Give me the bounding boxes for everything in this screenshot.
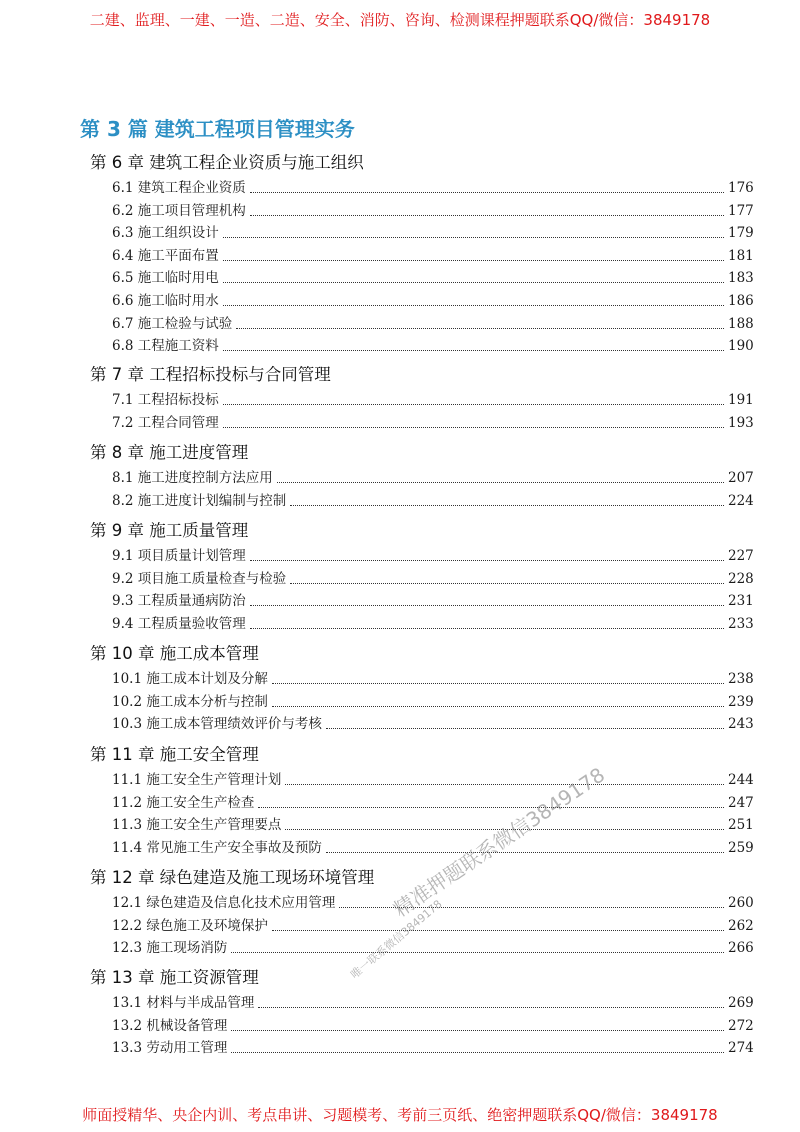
dotted-leader (231, 1052, 724, 1053)
chapter-title: 第 11 章 施工安全管理 (90, 745, 259, 764)
toc-entry-page: 238 (728, 671, 754, 687)
dotted-leader (290, 583, 724, 584)
toc-entry-label: 9.4 工程质量验收管理 (112, 615, 246, 632)
dotted-leader (258, 807, 724, 808)
toc-entry-page: 207 (728, 470, 754, 486)
chapter-title: 第 9 章 施工质量管理 (90, 521, 249, 540)
toc-entry-label: 10.3 施工成本管理绩效评价与考核 (112, 716, 322, 733)
dotted-leader (250, 605, 724, 606)
toc-entry[interactable] (112, 332, 752, 354)
toc-entry[interactable] (112, 789, 752, 811)
dotted-leader (231, 952, 724, 953)
toc-entry-label: 7.1 工程招标投标 (112, 392, 219, 408)
dotted-leader (223, 305, 724, 306)
toc-entry-page: 259 (728, 839, 754, 856)
dotted-leader (290, 505, 724, 506)
chapter-title: 第 10 章 施工成本管理 (90, 644, 259, 663)
toc-entry-page: 262 (728, 917, 754, 934)
toc-entry-label: 11.4 常见施工生产安全事故及预防 (112, 839, 322, 856)
toc-entry-page: 247 (728, 794, 754, 811)
toc-entry-label: 6.7 施工检验与试验 (112, 315, 233, 332)
toc-entry-label: 6.2 施工项目管理机构 (112, 202, 246, 219)
toc-entry-label: 6.5 施工临时用电 (112, 270, 219, 287)
toc-entry[interactable] (112, 386, 752, 408)
toc-entry-page: 239 (728, 693, 754, 710)
dotted-leader (236, 328, 724, 329)
dotted-leader (223, 427, 724, 428)
toc-entry-page: 260 (728, 895, 754, 911)
toc-entry-page: 176 (728, 180, 754, 196)
watermark: 精准押题联系微信3849178 (389, 762, 610, 922)
toc-entry-label: 13.1 材料与半成品管理 (112, 995, 255, 1011)
toc-entry-page: 272 (728, 1017, 754, 1034)
toc-entry-page: 231 (728, 593, 754, 610)
toc-entry-label: 9.1 项目质量计划管理 (112, 548, 246, 564)
dotted-leader (326, 728, 724, 729)
dotted-leader (272, 706, 724, 707)
toc-entry[interactable] (112, 242, 752, 264)
toc-entry-page: 186 (728, 293, 754, 309)
toc-entry-page: 191 (728, 392, 754, 408)
toc-entry[interactable] (112, 542, 752, 564)
toc-entry-page: 190 (728, 338, 754, 355)
toc-entry-page: 251 (728, 817, 754, 834)
toc-entry-page: 243 (728, 716, 754, 733)
header-banner: 二建、监理、一建、一造、二造、安全、消防、咨询、检测课程押题联系QQ/微信：3849178 (89, 11, 711, 29)
toc-entry[interactable] (112, 610, 752, 632)
toc-entry-page: 266 (728, 940, 754, 957)
toc-entry-page: 193 (728, 414, 754, 431)
dotted-leader (326, 852, 724, 853)
toc-entry-label: 10.1 施工成本计划及分解 (112, 671, 268, 687)
toc-entry[interactable] (112, 264, 752, 286)
chapter-title: 第 13 章 施工资源管理 (90, 968, 259, 987)
dotted-leader (285, 784, 724, 785)
dotted-leader (250, 628, 724, 629)
toc-entry[interactable] (112, 811, 752, 833)
toc-entry-label: 6.8 工程施工资料 (112, 338, 219, 355)
dotted-leader (272, 683, 724, 684)
toc-entry[interactable] (112, 409, 752, 431)
toc-entry-page: 269 (728, 995, 754, 1011)
toc-entry-label: 8.2 施工进度计划编制与控制 (112, 492, 287, 509)
dotted-leader (231, 1030, 724, 1031)
footer-banner: 师面授精华、央企内训、考点串讲、习题模考、考前三页纸、绝密押题联系QQ/微信：3849178 (82, 1106, 718, 1124)
toc-entry-label: 11.1 施工安全生产管理计划 (112, 772, 282, 788)
toc-entry-page: 233 (728, 615, 754, 632)
toc-entry-label: 6.4 施工平面布置 (112, 247, 219, 264)
toc-entry-page: 188 (728, 315, 754, 332)
chapter-title: 第 7 章 工程招标投标与合同管理 (90, 365, 331, 384)
toc-entry-label: 6.6 施工临时用水 (112, 293, 219, 309)
toc-entry-label: 9.3 工程质量通病防治 (112, 593, 246, 610)
toc-entry[interactable] (112, 834, 752, 856)
toc-entry[interactable] (112, 487, 752, 509)
dotted-leader (258, 1007, 724, 1008)
toc-entry[interactable] (112, 587, 752, 609)
toc-entry-label: 6.3 施工组织设计 (112, 225, 219, 242)
toc-entry[interactable] (112, 287, 752, 309)
toc-entry-label: 8.1 施工进度控制方法应用 (112, 470, 273, 486)
watermark-small: 唯一联系微信3849178 (348, 897, 445, 982)
toc-entry-page: 227 (728, 548, 754, 564)
toc-entry-label: 13.3 劳动用工管理 (112, 1040, 228, 1057)
toc-entry-label: 7.2 工程合同管理 (112, 414, 219, 431)
chapter-title: 第 6 章 建筑工程企业资质与施工组织 (90, 153, 364, 172)
toc-entry-page: 244 (728, 772, 754, 788)
toc-entry-label: 10.2 施工成本分析与控制 (112, 693, 268, 710)
toc-entry-page: 179 (728, 225, 754, 242)
toc-entry[interactable] (112, 464, 752, 486)
toc-entry[interactable] (112, 219, 752, 241)
toc-entry[interactable] (112, 1012, 752, 1034)
dotted-leader (223, 404, 724, 405)
toc-entry-page: 183 (728, 270, 754, 287)
toc-entry[interactable] (112, 688, 752, 710)
toc-entry-page: 228 (728, 570, 754, 587)
toc-entry[interactable] (112, 174, 752, 196)
toc-entry[interactable] (112, 934, 752, 956)
dotted-leader (223, 350, 724, 351)
chapter-title: 第 12 章 绿色建造及施工现场环境管理 (90, 868, 375, 887)
toc-entry[interactable] (112, 989, 752, 1011)
dotted-leader (272, 930, 724, 931)
chapter-title: 第 8 章 施工进度管理 (90, 443, 249, 462)
toc-entry-page: 177 (728, 202, 754, 219)
toc-entry[interactable] (112, 710, 752, 732)
toc-entry-label: 9.2 项目施工质量检查与检验 (112, 570, 287, 587)
toc-entry[interactable] (112, 665, 752, 687)
toc-entry-label: 11.3 施工安全生产管理要点 (112, 817, 282, 834)
toc-entry-label: 11.2 施工安全生产检查 (112, 794, 255, 811)
toc-entry-label: 12.2 绿色施工及环境保护 (112, 917, 268, 934)
toc-entry-label: 6.1 建筑工程企业资质 (112, 180, 246, 196)
toc-entry[interactable] (112, 197, 752, 219)
dotted-leader (250, 192, 724, 193)
dotted-leader (277, 482, 724, 483)
dotted-leader (250, 215, 724, 216)
dotted-leader (250, 560, 724, 561)
toc-entry-label: 12.1 绿色建造及信息化技术应用管理 (112, 895, 336, 911)
toc-entry[interactable] (112, 1034, 752, 1056)
toc-entry-label: 13.2 机械设备管理 (112, 1017, 228, 1034)
dotted-leader (223, 282, 724, 283)
toc-entry[interactable] (112, 310, 752, 332)
toc-entry[interactable] (112, 766, 752, 788)
toc-entry-page: 274 (728, 1040, 754, 1057)
toc-entry-page: 181 (728, 247, 754, 264)
toc-entry-label: 12.3 施工现场消防 (112, 940, 228, 957)
toc-entry[interactable] (112, 565, 752, 587)
part-title: 第 3 篇 建筑工程项目管理实务 (80, 117, 355, 141)
dotted-leader (223, 260, 724, 261)
toc-entry-page: 224 (728, 492, 754, 509)
dotted-leader (223, 237, 724, 238)
